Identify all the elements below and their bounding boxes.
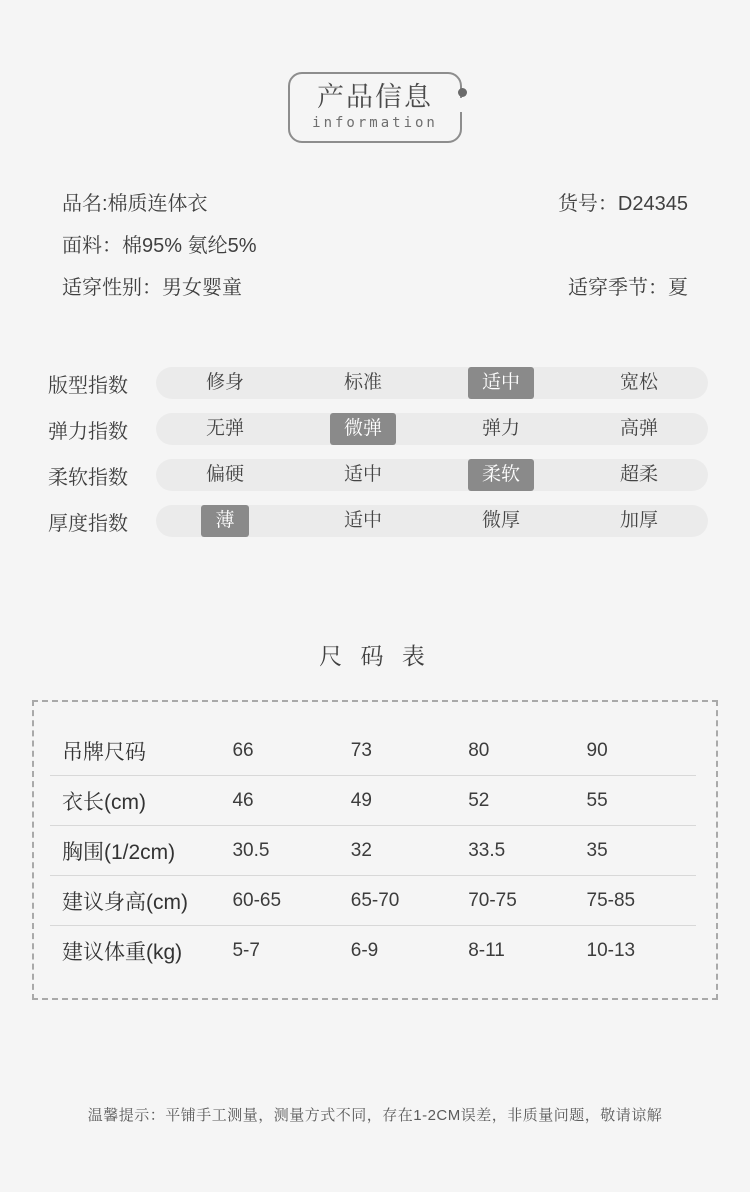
footer-note: 温馨提示：平铺手工测量，测量方式不同，存在1-2CM误差，非质量问题，敬请谅解 xyxy=(87,1107,663,1124)
table-cell: 6-9 xyxy=(350,939,379,961)
index-option-chip: 微弹 xyxy=(330,413,396,445)
table-cell: 33.5 xyxy=(460,826,578,876)
table-row xyxy=(50,876,696,926)
index-option[interactable]: 加厚 xyxy=(619,510,658,531)
table-cell: 5-7 xyxy=(232,939,260,961)
table-cell: 90 xyxy=(579,726,696,776)
product-gender: 适穿性别：男女婴童 xyxy=(62,277,242,299)
row-header: 胸围(1/2cm) xyxy=(50,826,224,876)
title-badge xyxy=(288,72,462,143)
index-option[interactable]: 微厚 xyxy=(481,510,520,531)
index-label: 柔软指数 xyxy=(48,466,128,489)
index-option[interactable]: 超柔 xyxy=(619,464,658,485)
index-row-softness xyxy=(48,452,708,498)
index-option[interactable]: 偏硬 xyxy=(205,464,244,485)
index-table xyxy=(48,360,708,544)
index-option[interactable]: 无弹 xyxy=(205,418,244,439)
table-cell: 32 xyxy=(343,826,460,876)
badge-dot-icon xyxy=(458,88,467,97)
row-header: 建议体重(kg) xyxy=(62,940,183,964)
index-row-fit xyxy=(48,360,708,406)
index-track xyxy=(156,413,708,445)
table-cell: 66 xyxy=(224,726,342,776)
index-track xyxy=(156,367,708,399)
index-row-elasticity xyxy=(48,406,708,452)
index-track xyxy=(156,505,708,537)
product-name: 品名:棉质连体衣 xyxy=(62,193,208,215)
index-option[interactable]: 弹力 xyxy=(481,418,520,439)
table-cell: 30.5 xyxy=(224,826,342,876)
table-cell: 70-75 xyxy=(460,876,578,926)
table-cell: 10-13 xyxy=(586,939,636,961)
table-cell: 60-65 xyxy=(224,876,342,926)
index-option[interactable]: 修身 xyxy=(205,372,244,393)
info-row xyxy=(62,232,688,260)
table-cell: 46 xyxy=(224,776,342,826)
table-cell: 52 xyxy=(460,776,578,826)
index-option-selected[interactable] xyxy=(432,367,570,399)
row-header: 衣长(cm) xyxy=(50,776,224,826)
table-row xyxy=(50,926,696,976)
table-cell: 8-11 xyxy=(468,939,505,961)
table-row xyxy=(50,726,696,776)
index-label: 版型指数 xyxy=(48,374,128,397)
info-row xyxy=(62,190,688,218)
index-option[interactable]: 标准 xyxy=(343,372,382,393)
table-cell: 49 xyxy=(343,776,460,826)
row-header: 吊牌尺码 xyxy=(50,726,224,776)
page-subtitle: information xyxy=(312,115,438,132)
index-option-chip: 薄 xyxy=(201,505,248,537)
index-option-chip: 适中 xyxy=(468,367,534,399)
table-cell: 73 xyxy=(343,726,460,776)
index-option-chip: 柔软 xyxy=(468,459,534,491)
table-row xyxy=(50,776,696,826)
index-option-selected[interactable] xyxy=(156,505,294,537)
table-cell: 75-85 xyxy=(579,876,696,926)
index-option[interactable]: 宽松 xyxy=(619,372,658,393)
index-option[interactable]: 高弹 xyxy=(619,418,658,439)
size-chart-table xyxy=(50,726,696,975)
page-title-block xyxy=(0,72,750,143)
index-label: 厚度指数 xyxy=(48,512,128,535)
product-season: 适穿季节：夏 xyxy=(568,277,688,299)
product-fabric: 面料：棉95% 氨纶5% xyxy=(62,235,257,257)
page-title: 产品信息 xyxy=(317,82,433,112)
badge-notch xyxy=(448,98,462,112)
index-track xyxy=(156,459,708,491)
index-row-thickness xyxy=(48,498,708,544)
index-option-selected[interactable] xyxy=(432,459,570,491)
product-info xyxy=(62,190,688,316)
table-cell: 80 xyxy=(460,726,578,776)
index-option[interactable]: 适中 xyxy=(343,464,382,485)
info-row xyxy=(62,274,688,302)
product-code: 货号：D24345 xyxy=(557,193,688,215)
index-label: 弹力指数 xyxy=(48,420,128,443)
row-header: 建议身高(cm) xyxy=(50,876,224,926)
table-cell: 35 xyxy=(579,826,696,876)
index-option-selected[interactable] xyxy=(294,413,432,445)
index-option[interactable]: 适中 xyxy=(343,510,382,531)
size-chart-title: 尺 码 表 xyxy=(319,643,431,669)
table-row xyxy=(50,826,696,876)
table-cell: 65-70 xyxy=(343,876,460,926)
table-cell: 55 xyxy=(579,776,696,826)
